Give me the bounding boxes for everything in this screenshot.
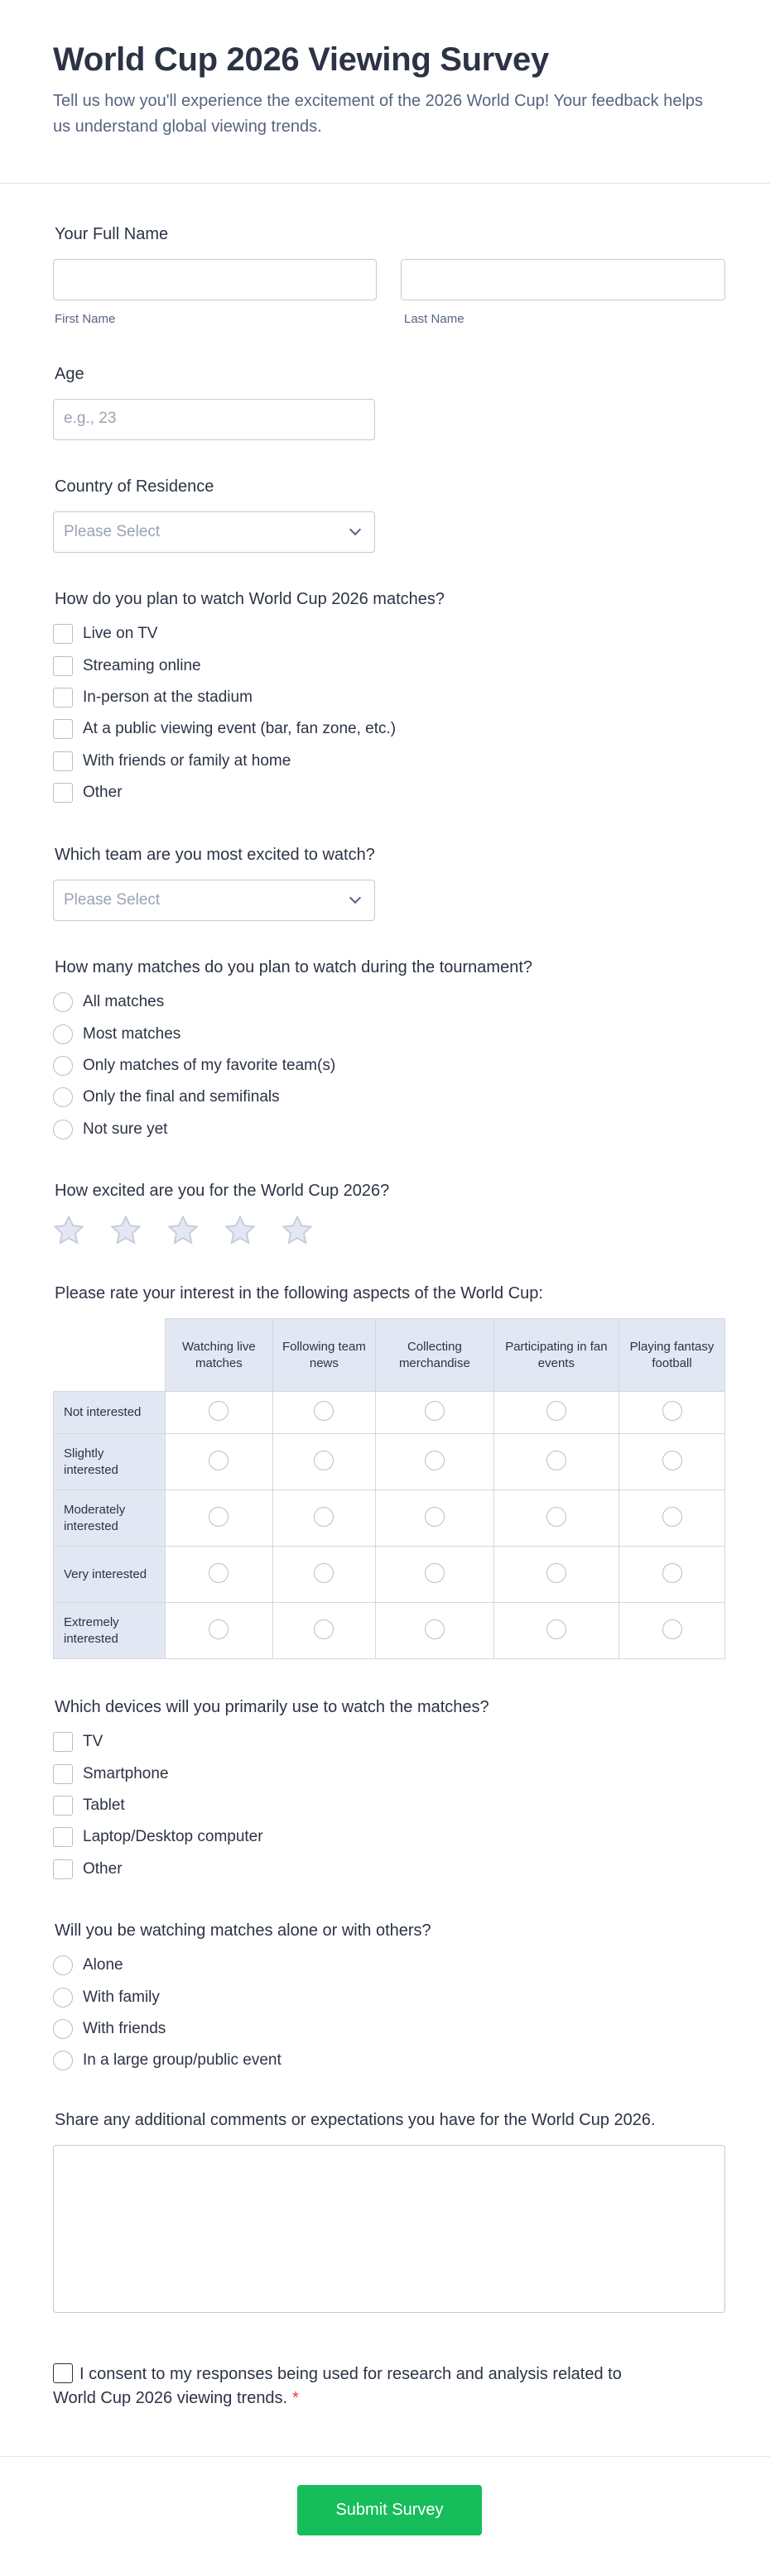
matrix-radio[interactable] [314, 1401, 334, 1421]
page-title: World Cup 2026 Viewing Survey [53, 41, 549, 78]
device-option[interactable]: Laptop/Desktop computer [53, 1827, 263, 1847]
matrix-radio[interactable] [314, 1563, 334, 1583]
matrix-column-header: Participating in fan events [493, 1319, 618, 1392]
company-option[interactable]: In a large group/public event [53, 2051, 282, 2070]
star-icon[interactable] [108, 1213, 143, 1248]
chevron-down-icon [349, 524, 361, 535]
match-option[interactable]: All matches [53, 992, 164, 1012]
age-input[interactable]: e.g., 23 [53, 399, 375, 440]
device-option[interactable]: Smartphone [53, 1764, 169, 1784]
age-label: Age [55, 365, 84, 383]
matrix-column-header: Collecting merchandise [376, 1319, 494, 1392]
matrix-radio[interactable] [662, 1563, 682, 1583]
star-rating[interactable] [51, 1213, 337, 1248]
required-mark: * [292, 2389, 299, 2407]
matrix-radio[interactable] [425, 1401, 445, 1421]
matrix-radio[interactable] [546, 1401, 566, 1421]
watch-option[interactable]: In-person at the stadium [53, 688, 253, 708]
matrix-radio[interactable] [314, 1507, 334, 1527]
company-option[interactable]: Alone [53, 1955, 123, 1975]
watch-option[interactable]: With friends or family at home [53, 751, 291, 771]
matrix-radio[interactable] [546, 1563, 566, 1583]
company-option[interactable]: With family [53, 1988, 160, 2008]
watch-option[interactable]: Live on TV [53, 624, 157, 644]
checkbox[interactable] [53, 719, 73, 739]
team-label: Which team are you most excited to watch? [55, 846, 375, 864]
checkbox[interactable] [53, 688, 73, 708]
matrix-radio[interactable] [209, 1507, 229, 1527]
matrix-radio[interactable] [425, 1451, 445, 1470]
watch-method-label: How do you plan to watch World Cup 2026 matches? [55, 590, 445, 608]
watch-option[interactable]: At a public viewing event (bar, fan zone, etc.) [53, 719, 396, 739]
checkbox[interactable] [53, 1764, 73, 1784]
radio[interactable] [53, 1120, 73, 1139]
match-option[interactable]: Most matches [53, 1024, 180, 1044]
device-option[interactable]: Other [53, 1859, 123, 1879]
radio[interactable] [53, 2051, 73, 2070]
chevron-down-icon [349, 892, 361, 904]
matrix-column-header: Watching live matches [166, 1319, 273, 1392]
matrix-corner [54, 1319, 166, 1392]
matrix-radio[interactable] [314, 1619, 334, 1639]
company-option[interactable]: With friends [53, 2019, 166, 2039]
comments-label: Share any additional comments or expectations you have for the World Cup 2026. [55, 2111, 656, 2129]
consent-text: I consent to my responses being used for research and analysis related to World Cup 2026 viewing trends. [53, 2365, 622, 2407]
consent-field [53, 2363, 666, 2411]
matrix-radio[interactable] [425, 1619, 445, 1639]
radio[interactable] [53, 1988, 73, 2008]
matrix-radio[interactable] [425, 1507, 445, 1527]
matrix-radio[interactable] [662, 1401, 682, 1421]
device-option[interactable]: Tablet [53, 1796, 125, 1816]
star-icon[interactable] [280, 1213, 315, 1248]
radio[interactable] [53, 1056, 73, 1076]
matrix-column-header: Playing fantasy football [619, 1319, 725, 1392]
radio[interactable] [53, 1087, 73, 1107]
matrix-radio[interactable] [314, 1451, 334, 1470]
checkbox[interactable] [53, 783, 73, 803]
match-option[interactable]: Not sure yet [53, 1120, 167, 1139]
matrix-radio[interactable] [209, 1451, 229, 1470]
radio[interactable] [53, 1955, 73, 1975]
matrix-radio[interactable] [425, 1563, 445, 1583]
submit-button[interactable]: Submit Survey [297, 2485, 482, 2535]
checkbox[interactable] [53, 1796, 73, 1816]
star-icon[interactable] [51, 1213, 86, 1248]
matrix-radio[interactable] [546, 1507, 566, 1527]
full-name-label: Your Full Name [55, 225, 169, 243]
checkbox[interactable] [53, 751, 73, 771]
first-name-sublabel: First Name [55, 312, 116, 326]
matrix-radio[interactable] [209, 1619, 229, 1639]
team-select-value: Please Select [64, 891, 161, 909]
match-count-label: How many matches do you plan to watch during the tournament? [55, 958, 532, 976]
matrix-column-header: Following team news [272, 1319, 375, 1392]
checkbox[interactable] [53, 1859, 73, 1879]
matrix-row-label: Moderately interested [54, 1490, 166, 1547]
device-option[interactable]: TV [53, 1732, 103, 1752]
checkbox[interactable] [53, 1827, 73, 1847]
matrix-radio[interactable] [662, 1451, 682, 1470]
country-select-value: Please Select [64, 523, 161, 540]
page-subtitle: Tell us how you'll experience the excitement of the 2026 World Cup! Your feedback helps us understand global viewing trends. [53, 92, 704, 136]
interest-matrix [53, 1318, 725, 1659]
matrix-radio[interactable] [662, 1507, 682, 1527]
checkbox[interactable] [53, 624, 73, 644]
company-label: Will you be watching matches alone or with others? [55, 1921, 431, 1940]
interest-label: Please rate your interest in the following aspects of the World Cup: [55, 1284, 543, 1302]
matrix-radio[interactable] [209, 1563, 229, 1583]
radio[interactable] [53, 2019, 73, 2039]
matrix-radio[interactable] [546, 1451, 566, 1470]
star-icon[interactable] [223, 1213, 257, 1248]
divider [0, 2456, 770, 2457]
checkbox[interactable] [53, 656, 73, 676]
team-select[interactable] [53, 880, 375, 921]
country-label: Country of Residence [55, 477, 214, 496]
matrix-row-label: Extremely interested [54, 1603, 166, 1659]
last-name-sublabel: Last Name [404, 312, 464, 326]
last-name-input[interactable] [401, 259, 725, 300]
first-name-input[interactable] [53, 259, 377, 300]
country-select[interactable] [53, 511, 375, 553]
devices-label: Which devices will you primarily use to watch the matches? [55, 1698, 489, 1716]
matrix-row-label: Not interested [54, 1392, 166, 1434]
watch-option[interactable]: Streaming online [53, 656, 201, 676]
radio[interactable] [53, 992, 73, 1012]
matrix-row-label: Very interested [54, 1547, 166, 1603]
watch-option[interactable]: Other [53, 783, 123, 803]
consent-checkbox[interactable] [53, 2363, 73, 2383]
excitement-label: How excited are you for the World Cup 2026? [55, 1182, 390, 1200]
matrix-radio[interactable] [662, 1619, 682, 1639]
radio[interactable] [53, 1024, 73, 1044]
checkbox[interactable] [53, 1732, 73, 1752]
matrix-radio[interactable] [209, 1401, 229, 1421]
form-header [0, 0, 770, 184]
star-icon[interactable] [166, 1213, 200, 1248]
match-option[interactable]: Only matches of my favorite team(s) [53, 1056, 335, 1076]
match-option[interactable]: Only the final and semifinals [53, 1087, 280, 1107]
matrix-row-label: Slightly interested [54, 1434, 166, 1490]
comments-textarea[interactable] [53, 2145, 725, 2313]
matrix-radio[interactable] [546, 1619, 566, 1639]
